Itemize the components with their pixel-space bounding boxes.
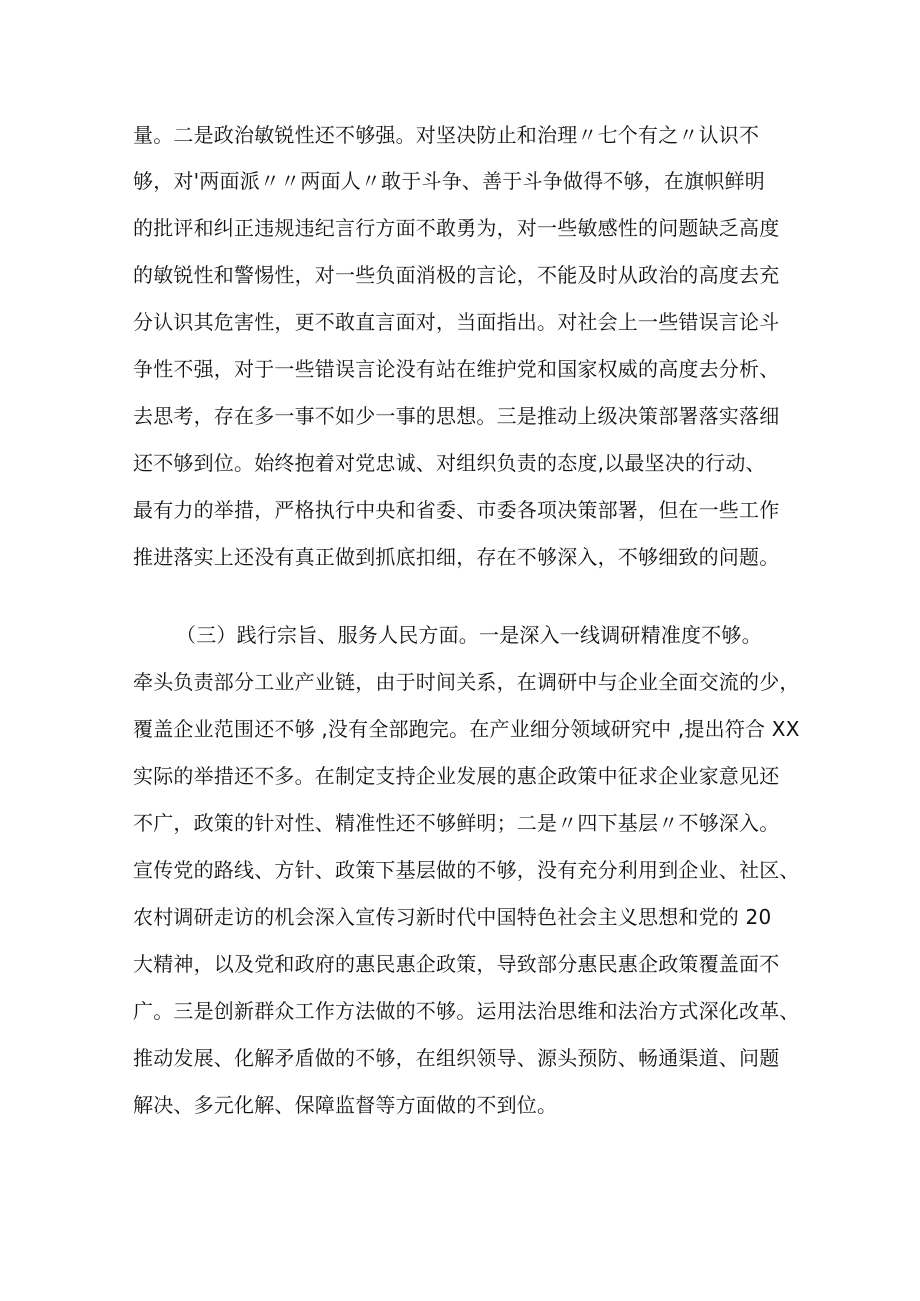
text-line: 的敏锐性和警惕性，对一些负面消极的言论，不能及时从政治的高度去充 [133,263,780,287]
text-line: 分认识其危害性，更不敢直言面对，当面指出。对社会上一些错误言论斗 [133,310,780,334]
text-line: 实际的举措还不多。在制定支持企业发展的惠企政策中征求企业家意见还 [133,764,780,788]
text-line: 推动发展、化解矛盾做的不够，在组织领导、源头预防、畅通渠道、问题 [133,1046,780,1070]
text-line: 宣传党的路线、方针、政策下基层做的不够，没有充分利用到企业、社区、 [133,858,800,882]
section-heading-line: （三）践行宗旨、服务人民方面。一是深入一线调研精准度不够。 [176,623,762,647]
text-line: 的批评和纠正违规违纪言行方面不敢勇为，对一些敏感性的问题缺乏高度 [133,216,780,240]
text-line: 广。三是创新群众工作方法做的不够。运用法治思维和法治方式深化改革、 [133,999,800,1023]
text-line: 还不够到位。始终抱着对党忠诚、对组织负责的态度,以最坚决的行动、 [133,451,766,475]
text-line: 争性不强，对于一些错误言论没有站在维护党和国家权威的高度去分析、 [133,357,780,381]
text-line: 农村调研走访的机会深入宣传习新时代中国特色社会主义思想和党的 20 [133,905,772,929]
text-line: 牵头负责部分工业产业链，由于时间关系，在调研中与企业全面交流的少， [133,670,800,694]
text-line: 去思考，存在多一事不如少一事的思想。三是推动上级决策部署落实落细 [133,404,780,428]
text-line: 不广，政策的针对性、精准性还不够鲜明；二是〃四下基层〃不够深入。 [133,811,780,835]
text-line: 大精神，以及党和政府的惠民惠企政策，导致部分惠民惠企政策覆盖面不 [133,952,780,976]
text-line: 推进落实上还没有真正做到抓底扣细，存在不够深入，不够细致的问题。 [133,545,780,569]
text-line: 量。二是政治敏锐性还不够强。对坚决防止和治理〃七个有之〃认识不 [133,123,760,147]
text-line: 最有力的举措，严格执行中央和省委、市委各项决策部署，但在一些工作 [133,498,780,522]
text-line: 够，对'两面派〃〃两面人〃敢于斗争、善于斗争做得不够，在旗帜鲜明 [133,169,765,193]
text-line: 覆盖企业范围还不够 ,没有全部跑完。在产业细分领域研究中 ,提出符合 XX [133,717,800,741]
text-line: 解决、多元化解、保障监督等方面做的不到位。 [133,1093,558,1117]
